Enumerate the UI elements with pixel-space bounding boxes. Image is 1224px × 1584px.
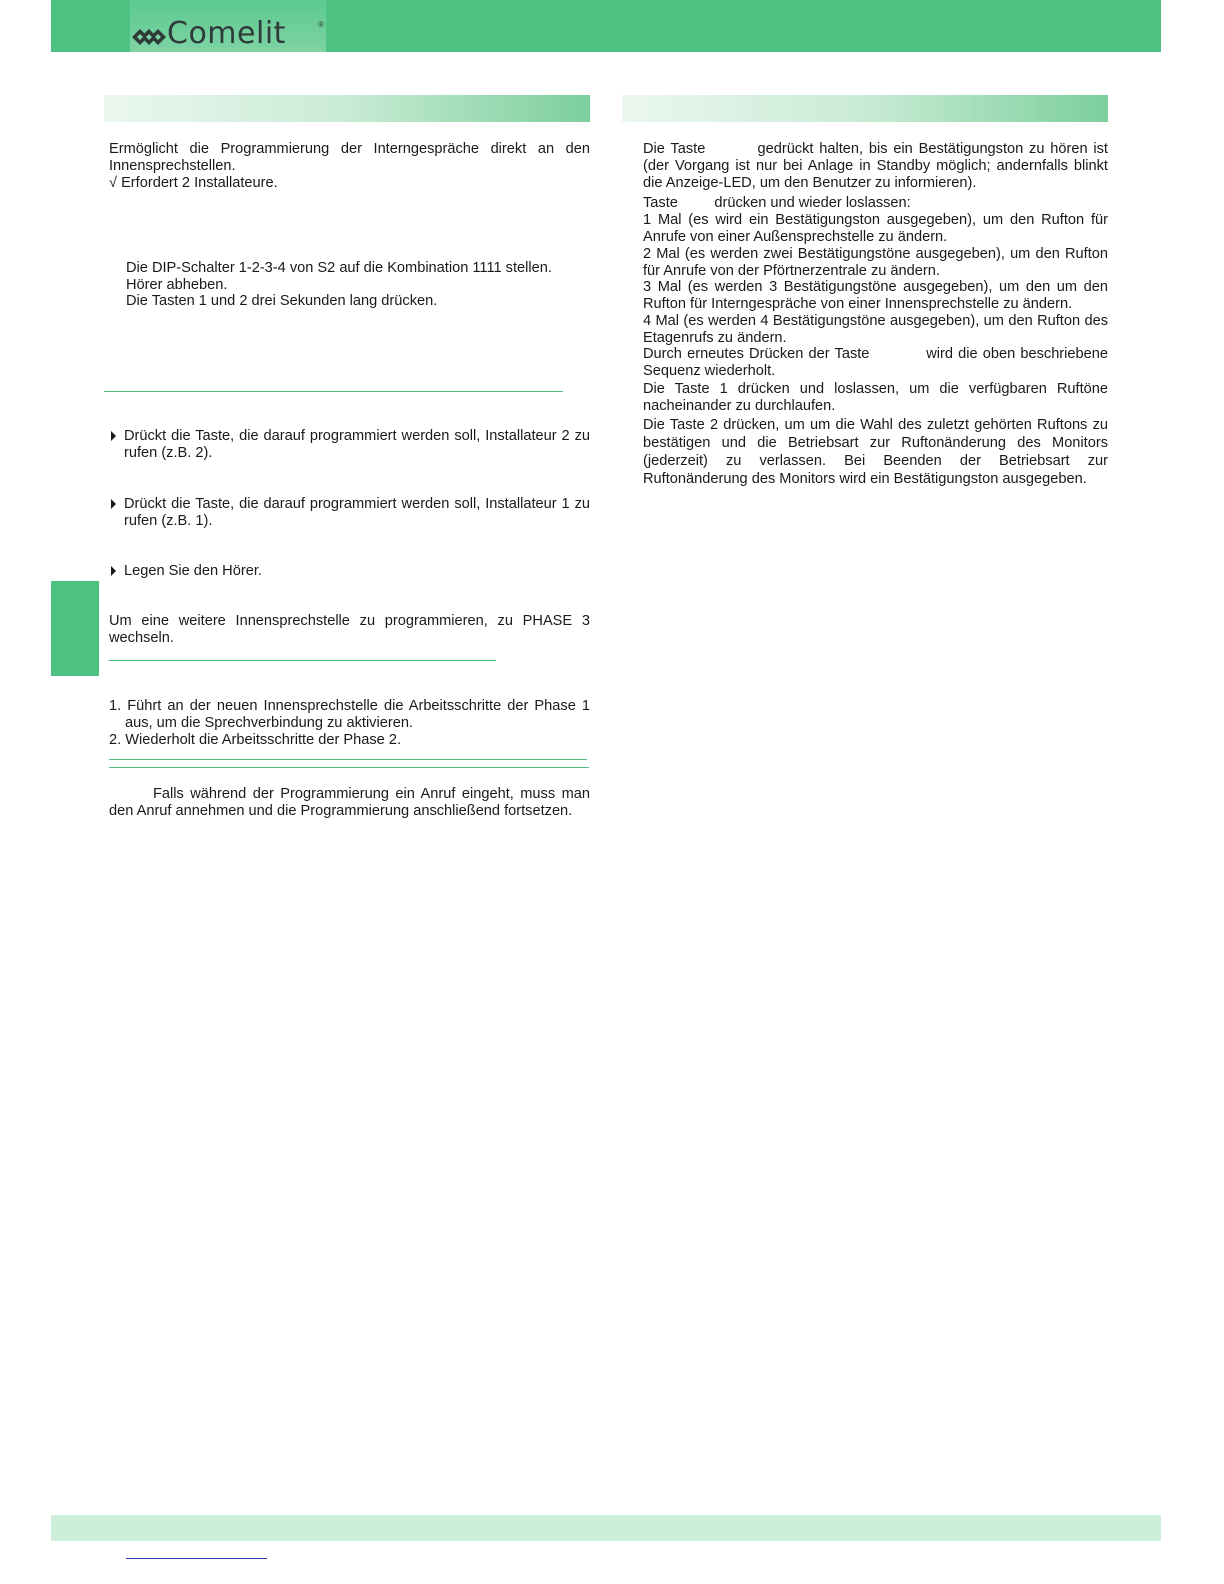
section-divider [109, 660, 496, 661]
ringtone-cycle: Die Taste 1 drücken und loslassen, um die verfügbaren Ruftöne nacheinander zu durchlaufen. [643, 381, 1108, 414]
footer-bar [51, 1515, 1161, 1541]
step-installer-2: Drückt die Taste, die darauf programmiert werden soll, Installateur 2 zu rufen (z.B. 2). [124, 428, 590, 461]
phase3-item-1: 1. Führt an der neuen Innensprechstelle die Arbeitsschritte der Phase 1 aus, um die Sprechverbindung zu aktivieren. [109, 698, 590, 731]
arrow-bullet-icon [111, 431, 116, 441]
intro-paragraph: Ermöglicht die Programmierung der Interngespräche direkt an den Innensprechstellen. [109, 141, 590, 174]
step-installer-1: Drückt die Taste, die darauf programmiert werden soll, Installateur 1 zu rufen (z.B. 1). [124, 496, 590, 529]
registered-mark: ® [318, 20, 324, 29]
section-heading-band-left [104, 95, 590, 122]
logo-text: Comelit [167, 16, 286, 51]
phase1-step-dip: Die DIP-Schalter 1-2-3-4 von S2 auf die Kombination 1111 stellen. [126, 260, 552, 276]
arrow-bullet-icon [111, 499, 116, 509]
side-section-tab [51, 581, 99, 676]
ringtone-press-line: Taste drücken und wieder loslassen: [643, 195, 911, 211]
section-divider [104, 391, 563, 392]
next-phase-text: Um eine weitere Innensprechstelle zu programmieren, zu PHASE 3 wechseln. [109, 613, 590, 646]
requirement-text: Erfordert 2 Installateure. [121, 175, 278, 191]
phase3-item-2: 2. Wiederholt die Arbeitsschritte der Phase 2. [109, 732, 402, 748]
step-hang-up: Legen Sie den Hörer. [124, 563, 262, 579]
ringtone-option-1: 1 Mal (es wird ein Bestätigungston ausgegeben), um den Rufton für Anrufe von einer Außensprechstelle zu ändern. [643, 212, 1108, 245]
ringtone-confirm: Die Taste 2 drücken, um um die Wahl des zuletzt gehörten Ruftons zu bestätigen und die Betriebsart zur Ruftonänderung des Monitors (jederzeit) zu verlassen. Bei Beenden der Betriebsart zur Ruftonänderung des Monitors wird ein Bestätigungston ausgegeben. [643, 417, 1108, 487]
note-rule-top [109, 759, 587, 760]
note-paragraph: Falls während der Programmierung ein Anruf eingeht, muss man den Anruf annehmen und die Programmierung anschließend fortsetzen. [109, 786, 590, 819]
check-icon: √ [109, 175, 118, 191]
ringtone-option-3: 3 Mal (es werden 3 Bestätigungstöne ausgegeben), um den um den Rufton für Interngespräche von einer Innensprechstelle zu ändern. [643, 279, 1108, 312]
ringtone-intro: Die Taste gedrückt halten, bis ein Bestätigungston zu hören ist (der Vorgang ist nur bei Anlage in Standby möglich; andernfalls blinkt die Anzeige-LED, um den Benutzer zu informieren). [643, 141, 1108, 191]
section-heading-band-right [622, 95, 1108, 122]
ringtone-option-4: 4 Mal (es werden 4 Bestätigungstöne ausgegeben), um den Rufton des Etagenrufs zu ändern. [643, 313, 1108, 346]
requirement-line [109, 175, 590, 192]
brand-logo [130, 0, 326, 52]
note-rule-bottom [109, 767, 589, 768]
footer-link-underline[interactable] [126, 1558, 267, 1559]
phase1-step-handset: Hörer abheben. [126, 277, 228, 293]
logo-diamond-icon [132, 24, 166, 50]
arrow-bullet-icon [111, 566, 116, 576]
phase1-step-keys: Die Tasten 1 und 2 drei Sekunden lang drücken. [126, 293, 438, 309]
ringtone-repeat: Durch erneutes Drücken der Taste wird die oben beschriebene Sequenz wiederholt. [643, 346, 1108, 379]
ringtone-option-2: 2 Mal (es werden zwei Bestätigungstöne ausgegeben), um den Rufton für Anrufe von der Pförtnerzentrale zu ändern. [643, 246, 1108, 279]
